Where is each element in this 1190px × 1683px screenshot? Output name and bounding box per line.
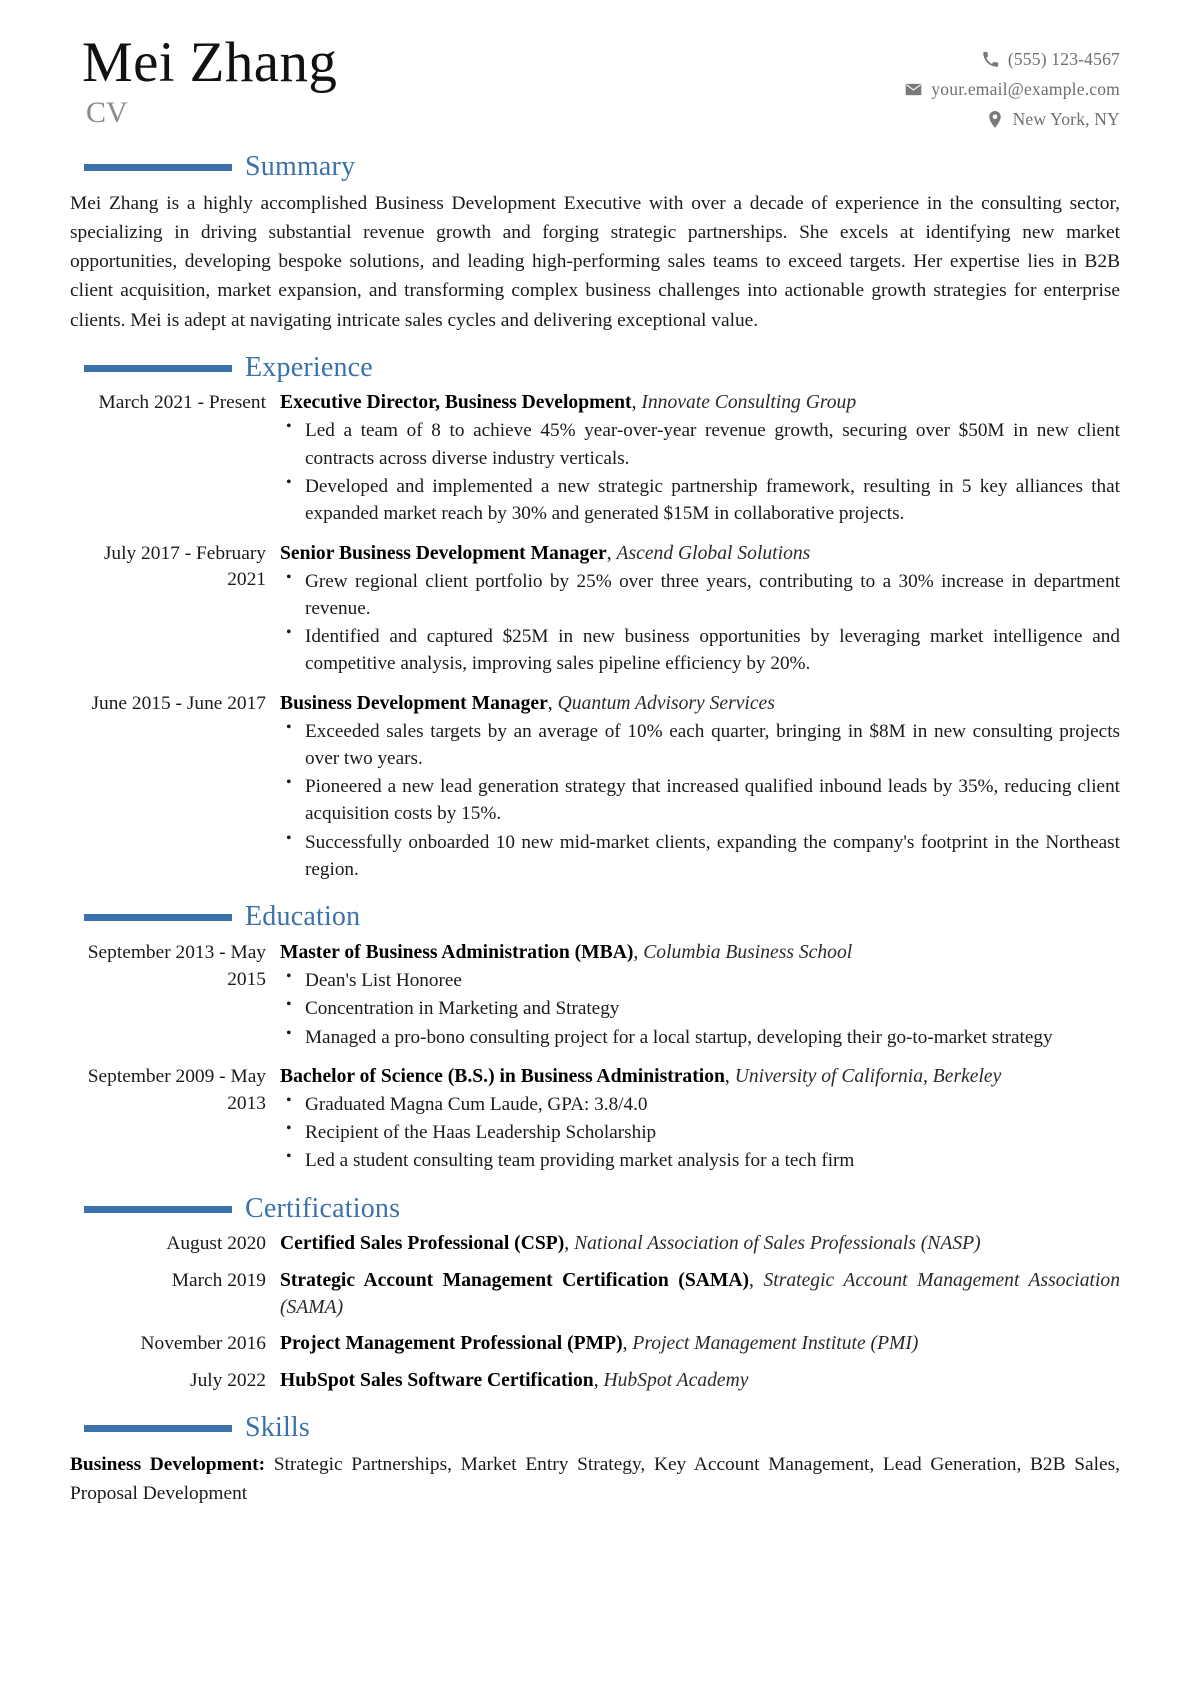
certification-entry [70, 1267, 1120, 1321]
entry-role: Project Management Professional (PMP) [280, 1333, 623, 1355]
bullet-item: • Exceeded sales targets by an average of 10% each quarter, bringing in $8M in new consulting projects over two years. [280, 718, 1120, 773]
section-rule [84, 1425, 232, 1432]
identity-block [70, 31, 338, 130]
map-pin-icon [987, 111, 1004, 128]
entry-bullets [280, 568, 1120, 678]
bullet-item: • Graduated Magna Cum Laude, GPA: 3.8/4.0 [280, 1091, 1120, 1118]
entry-date: September 2009 - May 2013 [87, 1065, 266, 1114]
entry-date: August 2020 [166, 1233, 266, 1255]
entry-heading [280, 1367, 1120, 1394]
certification-entry [70, 1230, 1120, 1258]
entry-heading [280, 1330, 1120, 1357]
phone-text: (555) 123-4567 [1007, 49, 1120, 69]
bullet-item: • Successfully onboarded 10 new mid-market clients, expanding the company's footprint in the Northeast region. [280, 829, 1120, 884]
bullet-item: • Developed and implemented a new strategic partnership framework, resulting in 5 key alliances that expanded market reach by 30% and generated $15M in collaborative projects. [280, 473, 1120, 528]
entry-date: November 2016 [140, 1333, 266, 1355]
entry-heading [280, 1230, 1120, 1257]
experience-entry [70, 389, 1120, 528]
entry-org: Project Management Institute (PMI) [632, 1333, 919, 1355]
entry-separator: , [631, 392, 642, 414]
entry-heading [280, 939, 1120, 966]
section-title-certifications: Certifications [245, 1192, 401, 1224]
entry-heading [280, 690, 1120, 717]
entry-body [280, 1367, 1120, 1395]
bullet-item: • Led a student consulting team providing market analysis for a tech firm [280, 1147, 1120, 1174]
section-rule [84, 365, 232, 372]
entry-role: Certified Sales Professional (CSP) [280, 1233, 565, 1255]
entry-bullets [280, 417, 1120, 527]
experience-list [70, 389, 1120, 884]
entry-separator: , [606, 542, 617, 564]
entry-org: Strategic Account Management Association (SAMA) [280, 1270, 1120, 1319]
education-entry [70, 939, 1120, 1052]
bullet-item: • Led a team of 8 to achieve 45% year-over-year revenue growth, securing over $50M in new client contracts across diverse industry verticals. [280, 417, 1120, 472]
bullet-item: • Recipient of the Haas Leadership Scholarship [280, 1119, 1120, 1146]
experience-entry [70, 540, 1120, 679]
entry-role: Master of Business Administration (MBA) [280, 942, 634, 964]
entry-org: Columbia Business School [643, 942, 853, 964]
entry-body [280, 540, 1120, 679]
entry-body [280, 690, 1120, 885]
entry-body [280, 1063, 1120, 1176]
entry-org: Quantum Advisory Services [557, 692, 775, 714]
section-title-education: Education [245, 901, 361, 933]
entry-separator: , [633, 942, 644, 964]
contact-phone[interactable] [905, 44, 1120, 74]
entry-date: March 2021 - Present [98, 392, 266, 414]
education-list [70, 939, 1120, 1176]
section-header-education [70, 902, 1120, 933]
entry-separator: , [622, 1333, 633, 1355]
skill-group [70, 1450, 1120, 1508]
entry-bullets [280, 967, 1120, 1051]
education-entry [70, 1063, 1120, 1176]
cv-header [70, 31, 1120, 134]
entry-heading [280, 540, 1120, 567]
contact-location[interactable] [905, 104, 1120, 134]
candidate-name: Mei Zhang [82, 31, 338, 94]
skills-list [70, 1450, 1120, 1508]
entry-heading [280, 1267, 1120, 1321]
phone-icon [982, 51, 999, 68]
entry-org: HubSpot Academy [603, 1370, 749, 1392]
entry-body [280, 1230, 1120, 1258]
contact-block [905, 34, 1120, 134]
experience-entry [70, 690, 1120, 885]
entry-org: National Association of Sales Professionals (NASP) [574, 1233, 981, 1255]
certification-entry [70, 1367, 1120, 1395]
entry-date: September 2013 - May 2015 [87, 942, 266, 990]
entry-role: Business Development Manager [280, 692, 548, 714]
entry-date: July 2022 [190, 1370, 266, 1392]
section-title-summary: Summary [245, 151, 356, 183]
entry-date: July 2017 - February 2021 [103, 542, 266, 591]
entry-role: HubSpot Sales Software Certification [280, 1370, 594, 1392]
entry-bullets [280, 718, 1120, 884]
entry-separator: , [749, 1270, 764, 1292]
entry-bullets [280, 1091, 1120, 1175]
candidate-tagline: CV [86, 96, 128, 130]
entry-separator: , [593, 1370, 604, 1392]
section-header-summary [70, 152, 1120, 183]
entry-role: Executive Director, Business Development [280, 392, 632, 414]
location-text: New York, NY [1012, 109, 1120, 130]
section-title-experience: Experience [245, 351, 373, 383]
bullet-item: • Concentration in Marketing and Strategy [280, 995, 1120, 1022]
bullet-item: • Identified and captured $25M in new business opportunities by leveraging market intelligence and competitive analysis, improving sales pipeline efficiency by 20%. [280, 623, 1120, 678]
bullet-item: • Managed a pro-bono consulting project for a local startup, developing their go-to-market strategy [280, 1024, 1120, 1051]
email-text: your.email@example.com [931, 79, 1120, 100]
skill-spacer [265, 1454, 274, 1475]
section-header-certifications [70, 1194, 1120, 1225]
entry-org: University of California, Berkeley [734, 1065, 1002, 1087]
section-rule [84, 1206, 232, 1213]
section-header-experience [70, 353, 1120, 384]
certifications-list [70, 1230, 1120, 1394]
entry-body [280, 1330, 1120, 1358]
entry-org: Innovate Consulting Group [641, 392, 857, 414]
entry-body [280, 389, 1120, 528]
skill-items: Strategic Partnerships, Market Entry Strategy, Key Account Management, Lead Generation, B2B Sales, Proposal Development [70, 1453, 1120, 1504]
entry-separator: , [564, 1233, 575, 1255]
envelope-icon [905, 81, 922, 98]
entry-heading [280, 1063, 1120, 1090]
bullet-item: • Dean's List Honoree [280, 967, 1120, 994]
entry-body [280, 939, 1120, 1052]
entry-org: Ascend Global Solutions [616, 542, 811, 564]
entry-role: Strategic Account Management Certification (SAMA) [280, 1270, 750, 1292]
section-rule [84, 914, 232, 921]
bullet-item: • Pioneered a new lead generation strategy that increased qualified inbound leads by 35%, reducing client acquisition costs by 15%. [280, 773, 1120, 828]
bullet-item: • Grew regional client portfolio by 25% over three years, contributing to a 30% increase in department revenue. [280, 568, 1120, 623]
section-header-skills [70, 1413, 1120, 1444]
section-title-skills: Skills [245, 1411, 311, 1443]
entry-heading [280, 389, 1120, 416]
entry-role: Bachelor of Science (B.S.) in Business Administration [280, 1065, 725, 1087]
certification-entry [70, 1330, 1120, 1358]
entry-body [280, 1267, 1120, 1321]
entry-date: March 2019 [171, 1270, 266, 1292]
entry-separator: , [547, 692, 558, 714]
entry-date: June 2015 - June 2017 [91, 692, 266, 714]
contact-email[interactable] [905, 74, 1120, 104]
skill-category: Business Development: [70, 1453, 266, 1475]
entry-separator: , [724, 1065, 735, 1087]
summary-text: Mei Zhang is a highly accomplished Business Development Executive with over a decade of experience in the consulting sector, specializing in driving substantial revenue growth and forging strategic partnerships. She excels at identifying new market opportunities, developing bespoke solutions, and leading high-performing sales teams to exceed targets. Her expertise lies in B2B client acquisition, market expansion, and transforming complex business challenges into actionable growth strategies for enterprise clients. Mei is adept at navigating intricate sales cycles and delivering exceptional value. [70, 193, 1120, 331]
section-rule [84, 164, 232, 171]
entry-role: Senior Business Development Manager [280, 542, 607, 564]
